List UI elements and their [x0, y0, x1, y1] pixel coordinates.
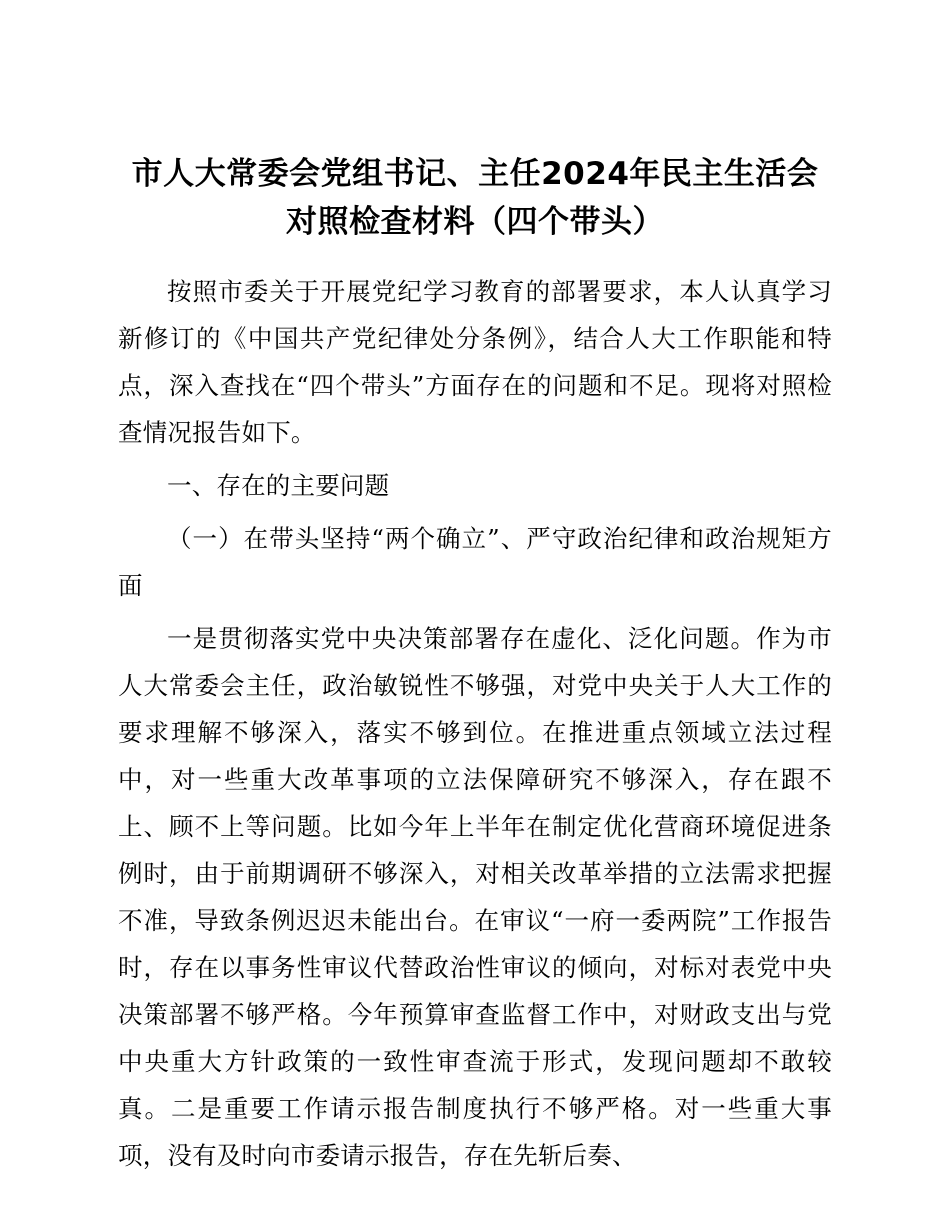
- paragraph-body-first-issue: 一是贯彻落实党中央决策部署存在虚化、泛化问题。作为市人大常委会主任，政治敏锐性不够强，对党中央关于人大工作的要求理解不够深入，落实不够到位。在推进重点领域立法过程中，对一些重大改革事项的立法保障研究不够深入，存在跟不上、顾不上等问题。比如今年上半年在制定优化营商环境促进条例时，由于前期调研不够深入，对相关改革举措的立法需求把握不准，导致条例迟迟未能出台。在审议“一府一委两院”工作报告时，存在以事务性审议代替政治性审议的倾向，对标对表党中央决策部署不够严格。今年预算审查监督工作中，对财政支出与党中央重大方针政策的一致性审查流于形式，发现问题却不敢较真。二是重要工作请示报告制度执行不够严格。对一些重大事项，没有及时向市委请示报告，存在先斩后奏、: [118, 624, 832, 1170]
- paragraph-heading-main-problems: 一、存在的主要问题: [167, 471, 390, 500]
- page-title: 市人大常委会党组书记、主任2024年民主生活会对照检查材料（四个带头）: [131, 156, 819, 240]
- paragraph-subheading-political-discipline: （一）在带头坚持“两个确立”、严守政治纪律和政治规矩方面: [118, 524, 832, 600]
- paragraph-intro: 按照市委关于开展党纪学习教育的部署要求，本人认真学习新修订的《中国共产党纪律处分条例》，结合人大工作职能和特点，深入查找在“四个带头”方面存在的问题和不足。现将对照检查情况报告如下。: [118, 277, 832, 447]
